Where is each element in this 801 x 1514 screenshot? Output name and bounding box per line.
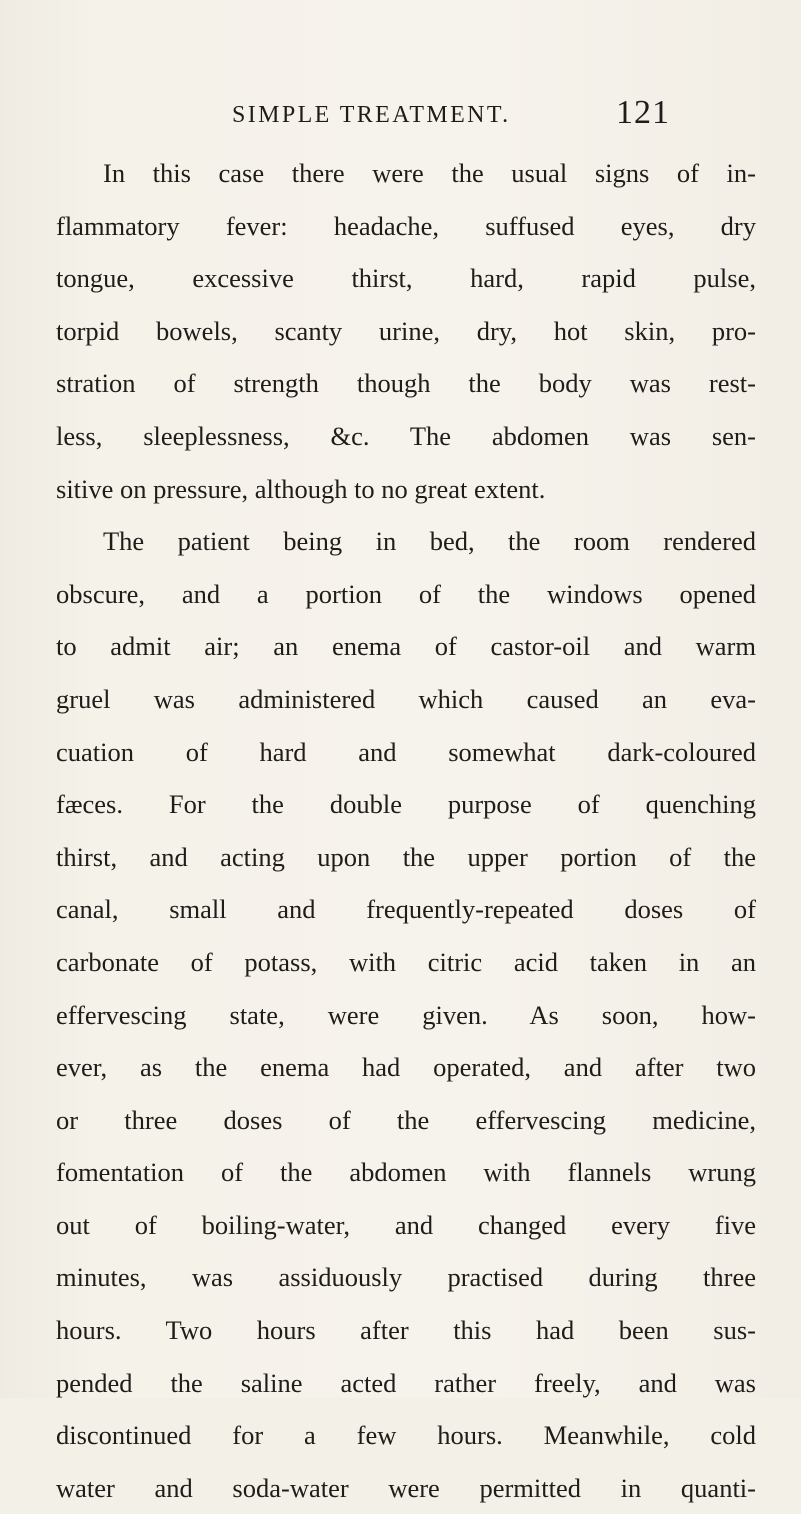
text-line: The patient being in bed, the room rendered: [103, 526, 756, 557]
text-line: carbonate of potass, with citric acid taken in an: [56, 946, 756, 977]
text-line: In this case there were the usual signs of in-: [103, 158, 756, 188]
text-line: cuation of hard and somewhat dark-coloured: [56, 736, 756, 767]
text-line: fomentation of the abdomen with flannels wrung: [56, 1157, 756, 1188]
text-line: obscure, and a portion of the windows opened: [56, 578, 756, 609]
text-line: thirst, and acting upon the upper portion of the: [56, 841, 756, 872]
text-line: minutes, was assiduously practised during three: [56, 1262, 756, 1293]
text-line: discontinued for a few hours. Meanwhile, cold: [56, 1420, 756, 1451]
text-line: stration of strength though the body was rest-: [56, 368, 756, 399]
text-line: pended the saline acted rather freely, and was: [56, 1367, 756, 1398]
text-line: or three doses of the effervescing medicine,: [56, 1104, 756, 1135]
text-line: tongue, excessive thirst, hard, rapid pulse,: [56, 263, 756, 294]
text-line: water and soda-water were permitted in quanti-: [56, 1472, 756, 1503]
body-text: [56, 147, 756, 1514]
text-line: out of boiling-water, and changed every five: [56, 1209, 756, 1240]
text-line: effervescing state, were given. As soon, how-: [56, 999, 756, 1030]
text-line: gruel was administered which caused an eva-: [56, 683, 756, 714]
running-head: [232, 92, 771, 132]
text-line: sitive on pressure, although to no great extent.: [56, 473, 546, 504]
page-number: 121: [616, 94, 670, 131]
text-line: hours. Two hours after this had been sus-: [56, 1315, 756, 1346]
running-head-title: SIMPLE TREATMENT.: [232, 102, 511, 128]
text-line: torpid bowels, scanty urine, dry, hot skin, pro-: [56, 315, 756, 346]
text-line: fæces. For the double purpose of quenching: [56, 789, 756, 820]
text-line: canal, small and frequently-repeated doses of: [56, 894, 756, 925]
text-line: flammatory fever: headache, suffused eyes, dry: [56, 210, 756, 241]
text-line: ever, as the enema had operated, and after two: [56, 1052, 756, 1083]
text-line: to admit air; an enema of castor-oil and warm: [56, 631, 756, 662]
text-line: less, sleeplessness, &c. The abdomen was sen-: [56, 420, 756, 451]
